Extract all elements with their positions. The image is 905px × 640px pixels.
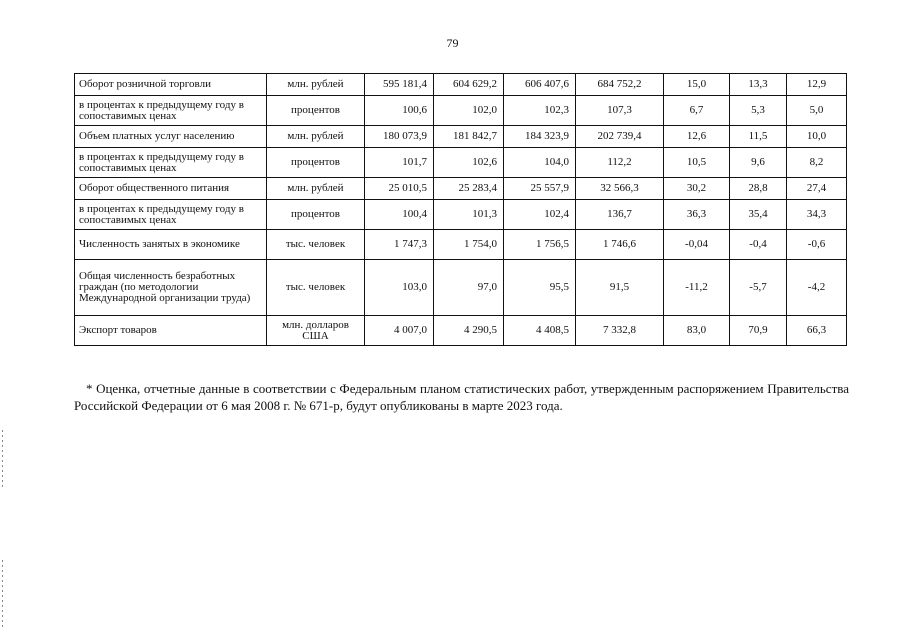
value-cell: 5,0 [787,96,847,126]
value-cell: 10,0 [787,126,847,148]
table-row [75,148,847,178]
value-cell: 1 746,6 [576,230,664,260]
indicator-cell: Численность занятых в экономике [75,230,267,260]
value-cell: 103,0 [365,260,434,316]
value-cell: 5,3 [730,96,787,126]
value-cell: 27,4 [787,178,847,200]
table-row [75,178,847,200]
value-cell: 180 073,9 [365,126,434,148]
value-cell: 604 629,2 [434,74,504,96]
unit-cell: процентов [267,96,365,126]
table-row [75,230,847,260]
value-cell: 34,3 [787,200,847,230]
value-cell: 112,2 [576,148,664,178]
footnote: * Оценка, отчетные данные в соответствии с Федеральным планом статистических работ, утвержденным распоряжением Правительства Российской Федерации от 6 мая 2008 г. № 671-р, будут опубликованы в марте 2023 года. [74,381,849,413]
value-cell: 97,0 [434,260,504,316]
value-cell: 202 739,4 [576,126,664,148]
value-cell: 6,7 [664,96,730,126]
value-cell: 13,3 [730,74,787,96]
value-cell: 107,3 [576,96,664,126]
indicator-cell: в процентах к предыдущему году в сопоставимых ценах [75,200,267,230]
indicator-cell: Общая численность безработных граждан (по методологии Международной организации труда) [75,260,267,316]
value-cell: 181 842,7 [434,126,504,148]
table-row [75,126,847,148]
value-cell: 15,0 [664,74,730,96]
table-row [75,96,847,126]
value-cell: 184 323,9 [504,126,576,148]
table-row [75,200,847,230]
value-cell: 10,5 [664,148,730,178]
value-cell: 1 754,0 [434,230,504,260]
value-cell: 32 566,3 [576,178,664,200]
value-cell: 9,6 [730,148,787,178]
value-cell: 83,0 [664,316,730,346]
value-cell: 11,5 [730,126,787,148]
indicator-cell: Оборот розничной торговли [75,74,267,96]
value-cell: 25 283,4 [434,178,504,200]
statistics-table [74,73,847,346]
value-cell: 101,7 [365,148,434,178]
unit-cell: млн. рублей [267,178,365,200]
value-cell: 102,4 [504,200,576,230]
value-cell: 25 010,5 [365,178,434,200]
value-cell: 12,6 [664,126,730,148]
page-number: 79 [446,36,459,50]
unit-cell: млн. рублей [267,74,365,96]
unit-cell: млн. рублей [267,126,365,148]
value-cell: -5,7 [730,260,787,316]
indicator-cell: Экспорт товаров [75,316,267,346]
unit-cell: тыс. человек [267,230,365,260]
value-cell: 66,3 [787,316,847,346]
value-cell: 30,2 [664,178,730,200]
value-cell: 102,6 [434,148,504,178]
value-cell: 8,2 [787,148,847,178]
value-cell: 100,6 [365,96,434,126]
value-cell: 136,7 [576,200,664,230]
value-cell: -0,6 [787,230,847,260]
value-cell: 70,9 [730,316,787,346]
value-cell: -0,4 [730,230,787,260]
table-row [75,260,847,316]
value-cell: 102,0 [434,96,504,126]
table-row [75,74,847,96]
value-cell: 101,3 [434,200,504,230]
value-cell: 25 557,9 [504,178,576,200]
value-cell: 35,4 [730,200,787,230]
value-cell: 4 007,0 [365,316,434,346]
value-cell: 100,4 [365,200,434,230]
scan-edge-mark [2,560,3,630]
unit-cell: тыс. человек [267,260,365,316]
value-cell: 91,5 [576,260,664,316]
value-cell: -0,04 [664,230,730,260]
value-cell: 36,3 [664,200,730,230]
unit-cell: процентов [267,200,365,230]
value-cell: 7 332,8 [576,316,664,346]
value-cell: 95,5 [504,260,576,316]
value-cell: 606 407,6 [504,74,576,96]
unit-cell: млн. долларов США [267,316,365,346]
value-cell: -4,2 [787,260,847,316]
value-cell: 4 290,5 [434,316,504,346]
value-cell: 12,9 [787,74,847,96]
value-cell: 4 408,5 [504,316,576,346]
value-cell: 595 181,4 [365,74,434,96]
value-cell: 1 747,3 [365,230,434,260]
indicator-cell: в процентах к предыдущему году в сопоставимых ценах [75,148,267,178]
indicator-cell: в процентах к предыдущему году в сопоставимых ценах [75,96,267,126]
indicator-cell: Объем платных услуг населению [75,126,267,148]
value-cell: 102,3 [504,96,576,126]
value-cell: -11,2 [664,260,730,316]
indicator-cell: Оборот общественного питания [75,178,267,200]
value-cell: 104,0 [504,148,576,178]
unit-cell: процентов [267,148,365,178]
scan-edge-mark [2,430,3,490]
table-row [75,316,847,346]
value-cell: 684 752,2 [576,74,664,96]
value-cell: 28,8 [730,178,787,200]
value-cell: 1 756,5 [504,230,576,260]
